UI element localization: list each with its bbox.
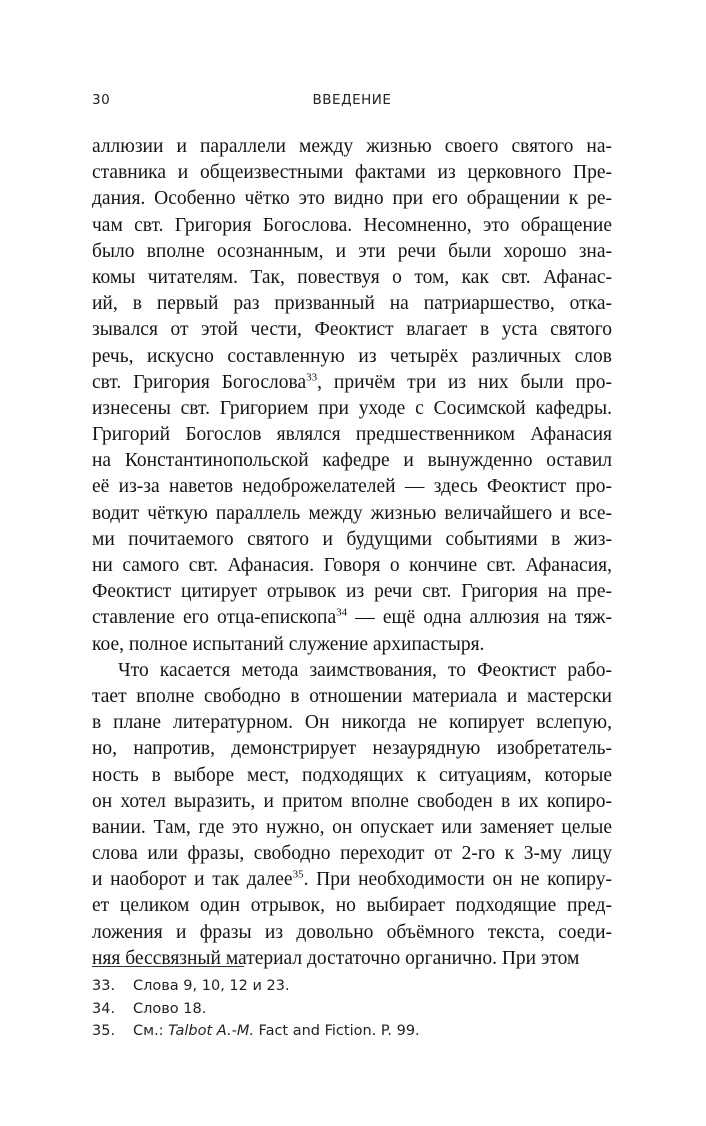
text-line: изнесены свт. Григорием при уходе с Сосимской кафедры. bbox=[92, 397, 612, 419]
text-line: он хотел выразить, и притом вполне свободен в их копиро- bbox=[92, 790, 612, 812]
text-fragment: и наоборот и так далее bbox=[92, 869, 293, 891]
footnote-reference[interactable]: 35 bbox=[292, 868, 304, 881]
text-line: ми почитаемого святого и будущими событиями в жиз- bbox=[92, 528, 612, 550]
text-line: в плане литературном. Он никогда не копирует вслепую, bbox=[92, 712, 612, 734]
text-line: вании. Там, где это нужно, он опускает или заменяет целые bbox=[92, 816, 612, 838]
footnotes bbox=[92, 975, 612, 1043]
text-line bbox=[92, 605, 612, 631]
text-line: ий, в первый раз призванный на патриаршество, отка- bbox=[92, 293, 612, 315]
text-line bbox=[92, 370, 612, 396]
footnote-reference[interactable]: 34 bbox=[336, 606, 348, 619]
running-title: ВВЕДЕНИЕ bbox=[312, 92, 392, 108]
text-line: было вполне осознанным, и эти речи были хорошо зна- bbox=[92, 240, 612, 262]
text-line: аллюзии и параллели между жизнью своего святого на- bbox=[92, 136, 612, 157]
text-line: комы читателям. Так, повествуя о том, как свт. Афанас- bbox=[92, 266, 612, 288]
text-fragment: . При необходимости он не копиру- bbox=[303, 869, 612, 891]
footnote-author: Talbot A.-M. bbox=[168, 1023, 254, 1039]
text-line: дания. Особенно чётко это видно при его обращении к ре- bbox=[92, 188, 612, 210]
footnote-prefix: См.: bbox=[133, 1023, 169, 1039]
footnote-reference[interactable]: 33 bbox=[306, 371, 318, 384]
footnote-text: Слово 18. bbox=[133, 1000, 207, 1017]
page-number: 30 bbox=[92, 92, 111, 108]
text-line: ни самого свт. Афанасия. Говоря о кончине свт. Афанасия, bbox=[92, 555, 612, 576]
footnote-text: Fact and Fiction. P. 99. bbox=[253, 1023, 420, 1039]
text-line: Григорий Богослов являлся предшественником Афанасия bbox=[92, 424, 612, 446]
text-line: ет целиком один отрывок, но выбирает подходящие пред- bbox=[92, 895, 612, 917]
footnote-separator bbox=[92, 966, 244, 967]
text-line: зывался от этой чести, Феоктист влагает в уста святого bbox=[92, 319, 612, 341]
text-line: чам свт. Григория Богослова. Несомненно, это обращение bbox=[92, 214, 612, 236]
body-text bbox=[92, 134, 612, 972]
text-line: её из-за наветов недоброжелателей — здесь Феоктист про- bbox=[92, 476, 612, 498]
text-line: ложения и фразы из довольно объёмного текста, соеди- bbox=[92, 921, 612, 943]
text-line: ность в выборе мест, подходящих к ситуациям, которые bbox=[92, 764, 612, 786]
text-line: Феоктист цитирует отрывок из речи свт. Григория на пре- bbox=[92, 581, 612, 603]
footnote bbox=[92, 975, 612, 998]
footnote-number: 35. bbox=[92, 1023, 116, 1039]
text-line bbox=[92, 867, 612, 893]
footnote bbox=[92, 998, 612, 1021]
footnote-text: Слова 9, 10, 12 и 23. bbox=[133, 978, 290, 994]
text-line: на Константинопольской кафедре и вынужденно оставил bbox=[92, 450, 612, 472]
text-line: Что касается метода заимствования, то Феоктист рабо- bbox=[118, 659, 612, 681]
footnote bbox=[92, 1020, 612, 1043]
text-line: слова или фразы, свободно переходит от 2-го к 3-му лицу bbox=[92, 843, 612, 865]
text-line: но, напротив, демонстрирует незаурядную изобретатель- bbox=[92, 738, 612, 760]
footnote-number: 33. bbox=[92, 978, 116, 994]
text-line: няя бессвязный материал достаточно органично. При этом bbox=[92, 947, 580, 969]
text-line: ставника и общеизвестными фактами из церковного Пре- bbox=[92, 162, 612, 184]
text-line: тает вполне свободно в отношении материала и мастерски bbox=[92, 685, 612, 707]
text-line: водит чёткую параллель между жизнью величайшего и все- bbox=[92, 502, 612, 524]
text-line: кое, полное испытаний служение архипастыря. bbox=[92, 633, 485, 655]
footnote-number: 34. bbox=[92, 1000, 116, 1017]
text-fragment: — ещё одна аллюзия на тяж- bbox=[347, 607, 612, 629]
text-line: речь, искусно составленную из четырёх различных слов bbox=[92, 345, 612, 367]
text-fragment: свт. Григория Богослова bbox=[92, 371, 307, 393]
text-fragment: ставление его отца-епископа bbox=[92, 607, 337, 629]
text-fragment: , причём три из них были про- bbox=[317, 371, 612, 393]
